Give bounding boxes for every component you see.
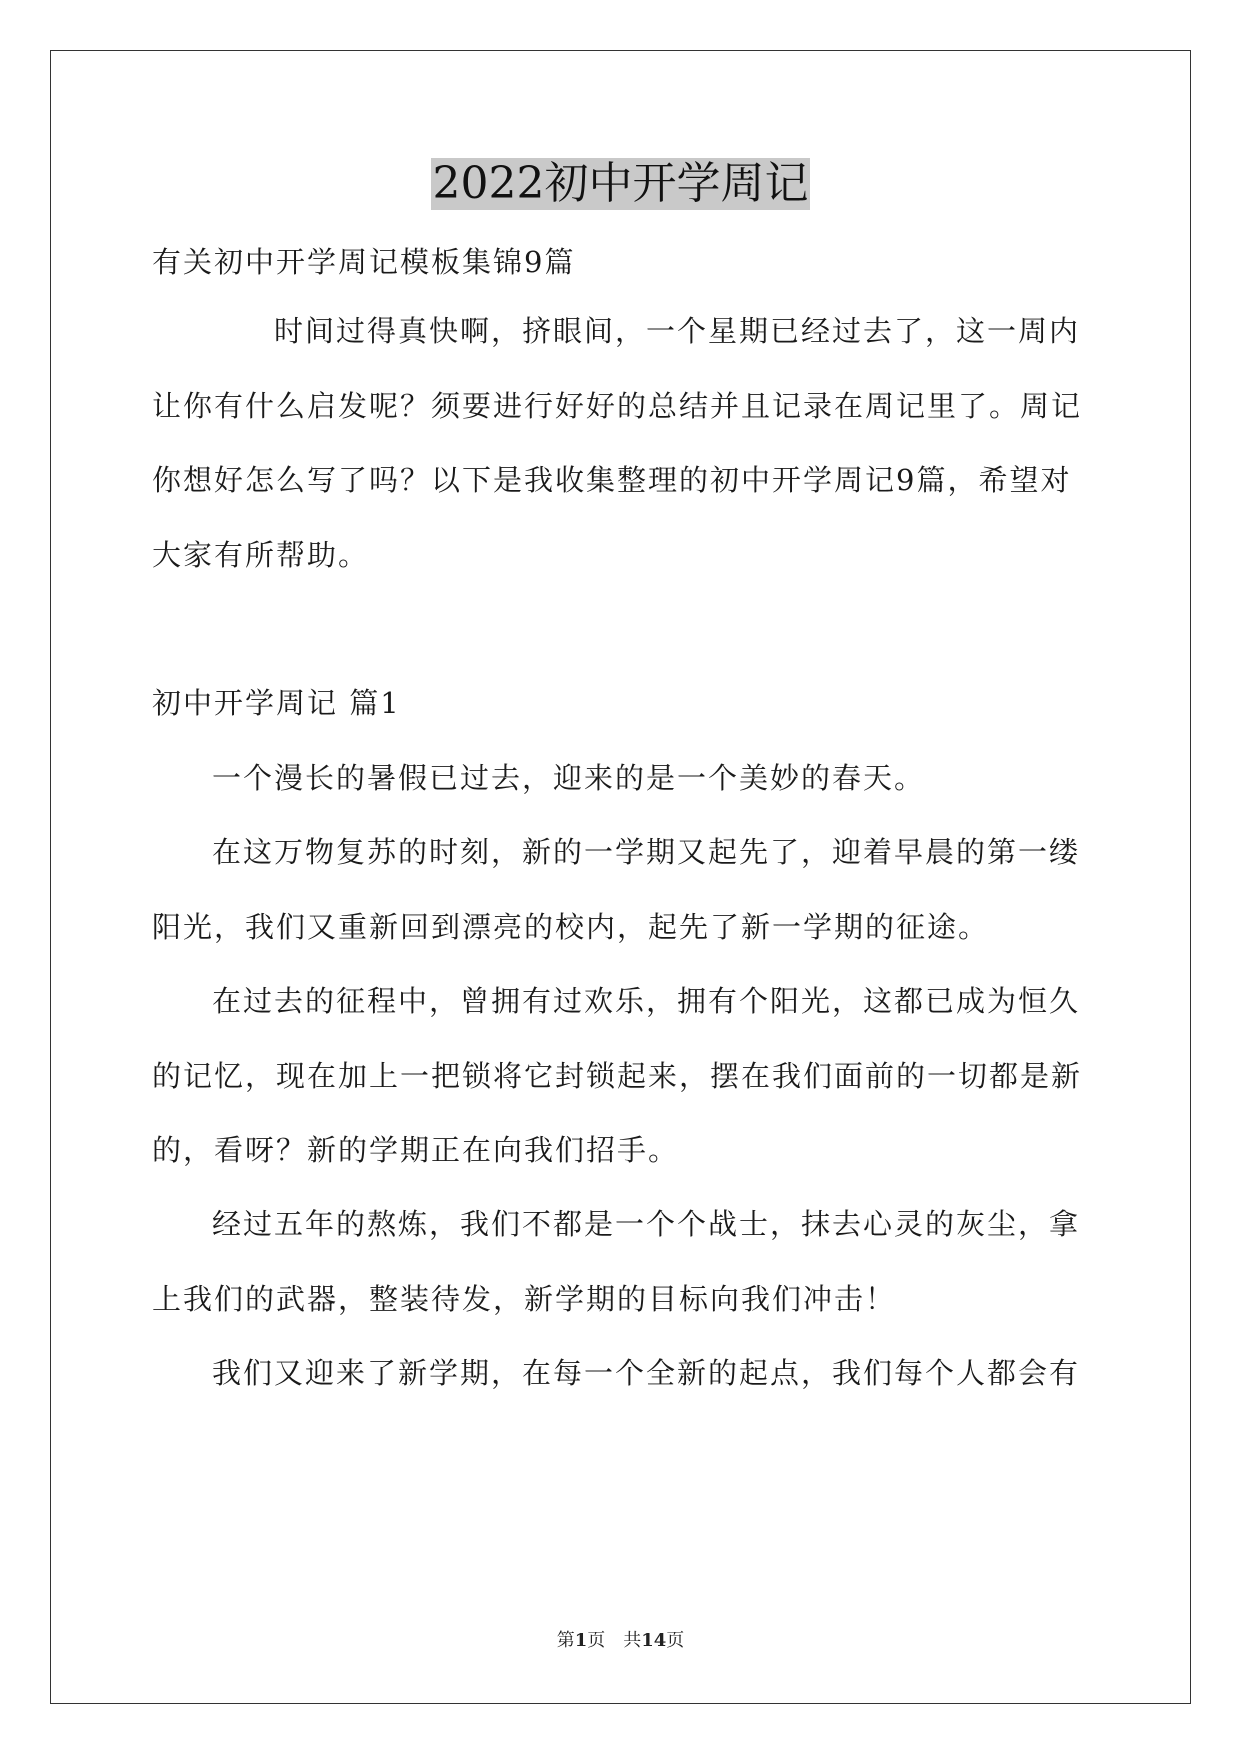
page-suffix: 页 <box>587 1630 606 1651</box>
body-line: 在这万物复苏的时刻，新的一学期又起先了，迎着早晨的第一缕 <box>212 835 1081 869</box>
body-line: 上我们的武器，整装待发，新学期的目标向我们冲击！ <box>152 1282 897 1316</box>
body-line: 在过去的征程中，曾拥有过欢乐，拥有个阳光，这都已成为恒久 <box>212 984 1081 1018</box>
body-line: 让你有什么启发呢？须要进行好好的总结并且记录在周记里了。周记 <box>152 389 1083 423</box>
body-line: 的记忆，现在加上一把锁将它封锁起来，摆在我们面前的一切都是新 <box>152 1059 1083 1093</box>
body-line: 大家有所帮助。 <box>152 538 370 572</box>
body-line: 你想好怎么写了吗？以下是我收集整理的初中开学周记9篇，希望对 <box>152 463 1072 497</box>
page-prefix: 第 <box>556 1630 575 1651</box>
total-pages: 14 <box>641 1630 667 1651</box>
body-line: 我们又迎来了新学期，在每一个全新的起点，我们每个人都会有 <box>212 1356 1081 1390</box>
page-number: 1 <box>574 1630 588 1651</box>
page-border <box>50 50 1191 1704</box>
document-title: 2022初中开学周记 <box>432 158 809 209</box>
page-footer <box>0 1630 1241 1652</box>
total-prefix: 共 <box>623 1630 642 1651</box>
section-heading: 初中开学周记 篇1 <box>152 686 401 720</box>
body-line: 时间过得真快啊，挤眼间，一个星期已经过去了，这一周内 <box>274 314 1081 348</box>
body-line: 一个漫长的暑假已过去，迎来的是一个美妙的春天。 <box>212 761 926 795</box>
body-line: 阳光，我们又重新回到漂亮的校内，起先了新一学期的征途。 <box>152 910 990 944</box>
body-line: 的，看呀？新的学期正在向我们招手。 <box>152 1133 680 1167</box>
body-line: 经过五年的熬炼，我们不都是一个个战士，抹去心灵的灰尘，拿 <box>212 1207 1081 1241</box>
subtitle-line: 有关初中开学周记模板集锦9篇 <box>152 245 576 279</box>
total-suffix: 页 <box>666 1630 685 1651</box>
title-container <box>0 158 1241 210</box>
